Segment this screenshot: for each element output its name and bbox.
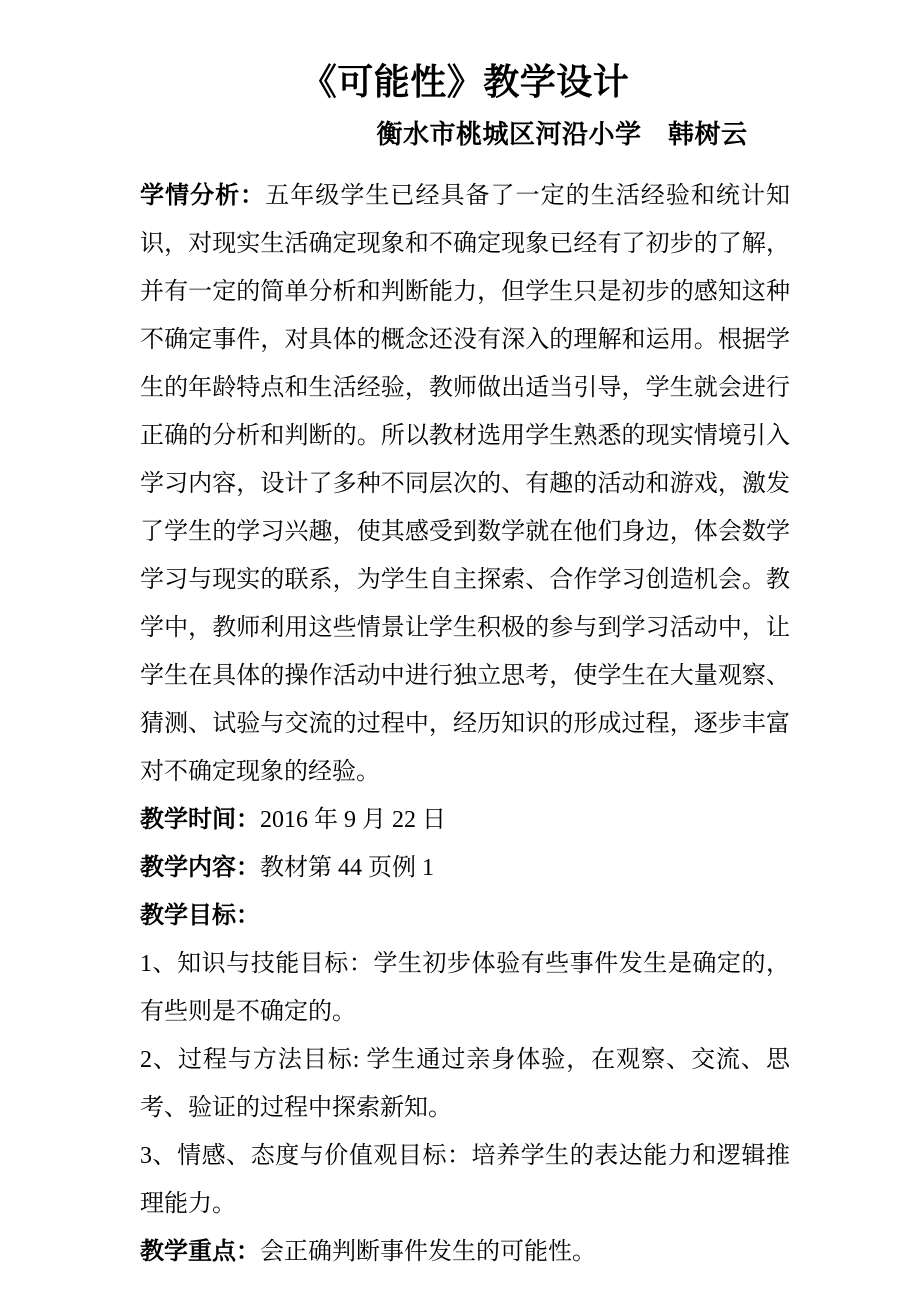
paragraph-text: 2、过程与方法目标: 学生通过亲身体验，在观察、交流、思考、验证的过程中探索新知。 (140, 1047, 790, 1121)
paragraph-label: 教学目标： (140, 903, 260, 929)
paragraph-label: 教学时间： (140, 807, 260, 833)
paragraph-text: 五年级学生已经具备了一定的生活经验和统计知识，对现实生活确定现象和不确定现象已经有了初步的了解，并有一定的简单分析和判断能力，但学生只是初步的感知这种不确定事件，对具体的概念还没有深入的理解和运用。根据学生的年龄特点和生活经验，教师做出适当引导，学生就会进行正确的分析和判断的。所以教材选用学生熟悉的现实情境引入学习内容，设计了多种不同层次的、有趣的活动和游戏，激发了学生的学习兴趣，使其感受到数学就在他们身边，体会数学学习与现实的联系，为学生自主探索、合作学习创造机会。教学中，教师利用这些情景让学生积极的参与到学习活动中，让学生在具体的操作活动中进行独立思考，使学生在大量观察、猜测、试验与交流的过程中，经历知识的形成过程，逐步丰富对不确定现象的经验。 (140, 183, 791, 785)
byline: 衡水市桃城区河沿小学 韩树云 (376, 120, 748, 149)
paragraph-label: 教学内容： (140, 855, 260, 881)
paragraph-text: 教材第 44 页例 1 (260, 855, 434, 881)
paragraph-text: 3、情感、态度与价值观目标：培养学生的表达能力和逻辑推理能力。 (140, 1143, 790, 1217)
paragraph-goal-process-method (140, 1036, 790, 1132)
document-body (140, 172, 790, 1276)
paragraph-goal-emotion-values (140, 1132, 790, 1228)
paragraph-teaching-focus (140, 1228, 790, 1276)
paragraph-label: 教学重点： (140, 1239, 260, 1265)
paragraph-label: 学情分析： (140, 183, 266, 209)
paragraph-teaching-content (140, 844, 790, 892)
paragraph-text: 1、知识与技能目标：学生初步体验有些事件发生是确定的，有些则是不确定的。 (140, 951, 790, 1025)
paragraph-goal-knowledge-skills (140, 940, 790, 1036)
paragraph-student-analysis (140, 172, 790, 796)
document-title: 《可能性》教学设计 (300, 62, 630, 102)
paragraph-teaching-goals-heading (140, 892, 790, 940)
paragraph-text: 2016 年 9 月 22 日 (260, 807, 446, 833)
paragraph-teaching-time (140, 796, 790, 844)
paragraph-text: 会正确判断事件发生的可能性。 (260, 1239, 596, 1265)
